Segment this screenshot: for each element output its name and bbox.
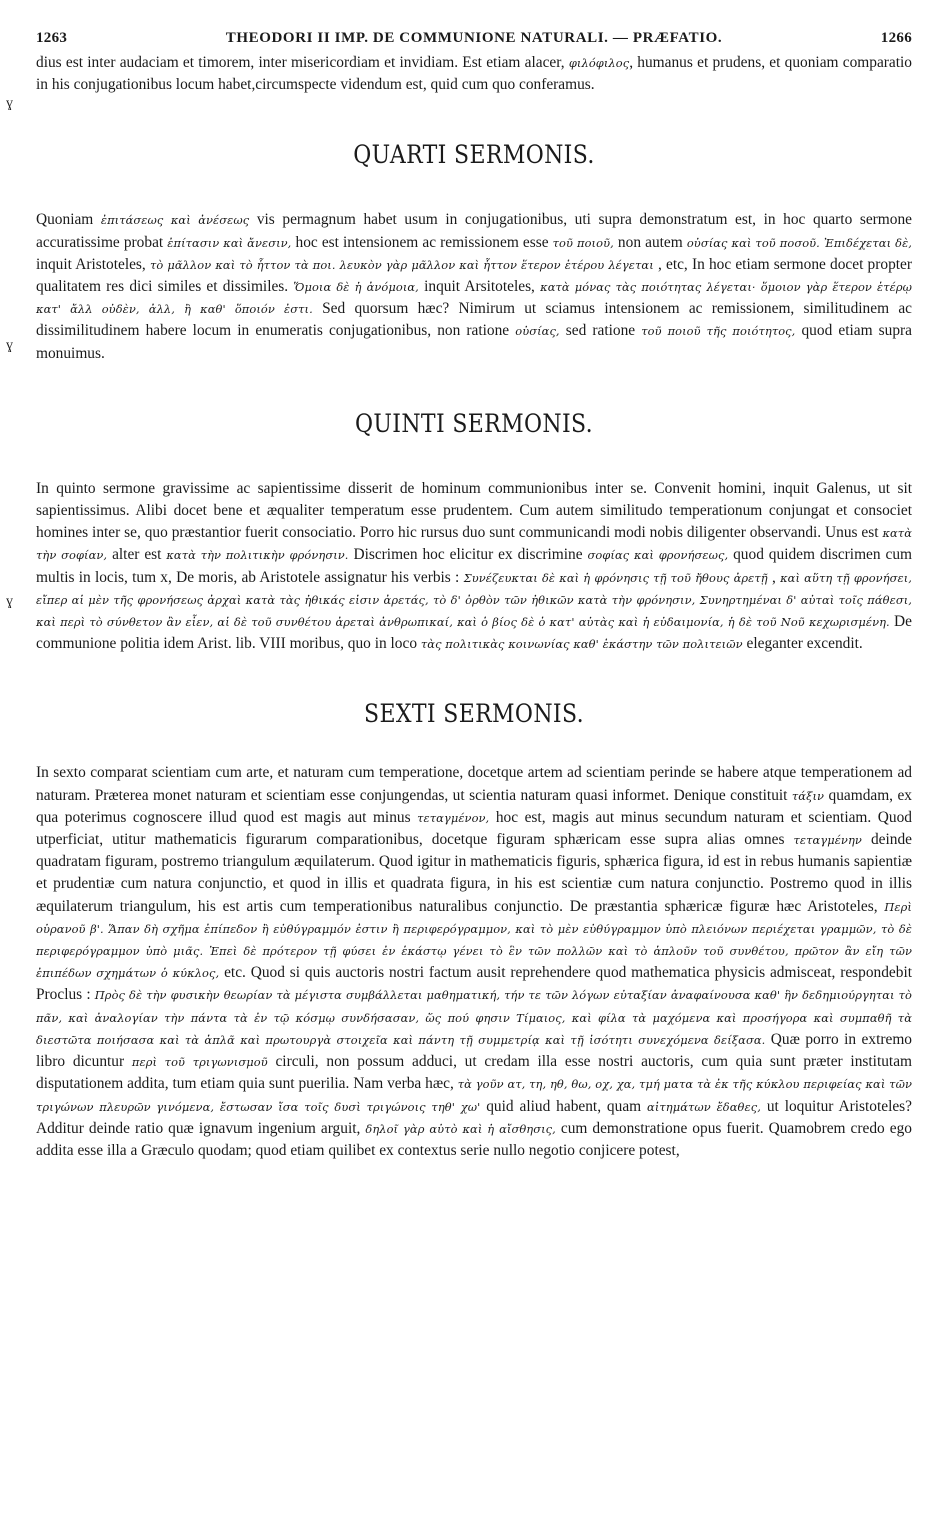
latin-text: deinde quadratam figuram, postremo triangulum æquilaterum. Quod igitur in mathematicis figuris, sphærica figura, id est in rebus humanis sapientiæ et prudentiæ cum natura conjunctio, et quod in illis et quadrata figura, in his est scientiæ cum natura conjunctio. Postremo quod in illis æquilaterum triangulum, his est artis cum temperationibus naturalibus conjunctio. De præstantia sphæricæ figuræ hæc Aristoteles, [36,831,912,915]
greek-text: σοφίας καὶ φρονήσεως, [587,548,729,563]
latin-text: In sexto comparat scientiam cum arte, et naturam cum temperatione, docetque artem ad scientiam perinde se habere atque temperationem ad naturam. Præterea monet naturam et scientiam esse conjungendas, ut scientia naturam quasi informet. Denique constituit [36,764,912,804]
greek-text: οὐσίας, [515,324,560,339]
column-number-right: 1266 [880,30,912,46]
page [36,30,912,1162]
greek-text: τὰς πολιτικὰς κοινωνίας καθ' ἑκάστην τῶν πολιτειῶν [420,637,743,652]
paragraph-sexti [36,762,912,1162]
greek-text: ἐπίτασιν καὶ ἄνεσιν, [167,235,292,250]
greek-text: τοῦ ποιοῦ τῆς ποιότητος, [641,324,796,339]
paragraph-quinti [36,478,912,656]
greek-text: οὐσίας καὶ τοῦ ποσοῦ. [686,235,820,250]
greek-text: τεταγμένην [793,833,862,848]
intro-paragraph [36,52,912,96]
greek-text: καὶ αὕτη τῇ φρονήσει, εἴπερ αἱ μὲν τῆς φρονήσεως ἀρχαὶ κατὰ τὰς ἠθικάς εἰσιν ἀρετάς, τὸ δ' ὀρθὸν τῶν ἠθικῶν κατὰ τὴν φρόνησιν, Συνηρτημέναι δ' αὐταὶ τοῖς πάθεσι, καὶ περὶ τὸ σύνθετον ἂν εἶεν, αἱ δὲ τοῦ συνθέτου ἀρεταὶ ἀνθρωπικαί, καὶ ὁ βίος δὲ ὁ κατ' αὐτὰς καὶ ἡ εὐδαιμονία, ἡ δὲ τοῦ Νοῦ κεχωρισμένη. [36,570,912,630]
running-title: THEODORI II IMP. DE COMMUNIONE NATURALI. — PRÆFATIO. [225,30,723,46]
latin-text: Sed quorsum hæc? Nimirum ut sciamus intensionem ac remissionem, similitudinem ac dissimilitudinem habere locum in enumeratis conjugationibus, non ratione [36,300,912,340]
greek-text: τὸ μᾶλλον καὶ τὸ ἧττον τὰ ποι. λευκὸν γὰρ μᾶλλον καὶ ἧττον ἕτερον ἑτέρου λέγεται [149,257,654,272]
latin-text: eleganter excendit. [742,635,863,653]
greek-text: Ὅμοια δὲ ἡ ἀνόμοια, [293,280,419,295]
margin-mark: ɣ [6,594,13,609]
latin-text: hoc est intensionem ac remissionem esse [291,233,553,251]
latin-text: In quinto sermone gravissime ac sapientissime disserit de hominum communionibus inter se. Convenit homini, inquit Galenus, ut sit sapientissimus. Alibi docet bene et æqualiter temperatum esse prudentem. Cum autem similitudo temperationum conjungat et consociet homines inter se, quo præstantior fuerit consociatio. Porro hic rursus duo sunt communicandi modi nobis diligenter observandi. Unus est [36,479,912,542]
greek-text: Ἅπαν δὴ σχῆμα ἐπίπεδον ἢ εὐθύγραμμόν ἐστιν ἢ περιφερόγραμμον, καὶ τὸ μὲν εὐθύγραμμον ὑπὸ πλειόνων περιέχεται γραμμῶν, τὸ δὲ περιφερόγραμμον ὑπὸ μιᾶς. Ἐπεὶ δὲ πρότερον τῇ φύσει ἐν ἑκάστῳ γένει τὸ ἓν τῶν πολλῶν καὶ τὸ ἁπλοῦν τοῦ συνθέτου, πρῶτον ἂν εἴη τῶν ἐπιπέδων σχημάτων ὁ κύκλος, [36,921,913,981]
greek-text: φιλόφιλος [568,56,630,70]
latin-text: quid aliud habent, quam [480,1097,648,1115]
greek-text: περὶ τοῦ τριγωνισμοῦ [131,1055,268,1070]
greek-text: ἐπιτάσεως καὶ ἀνέσεως [100,213,250,228]
margin-mark: ɣ [6,338,13,353]
greek-text: κατὰ τὴν πολιτικὴν φρόνησιν. [166,548,349,563]
greek-text: αἰτημάτων ἔδαθες, [647,1099,761,1114]
greek-text: τεταγμένον, [417,810,490,825]
greek-text: τοῦ ποιοῦ, [552,235,614,250]
section-heading-sexti: SEXTI SERMONIS. [364,699,584,729]
section-heading-quinti: QUINTI SERMONIS. [354,408,593,438]
latin-text: , [767,568,781,586]
margin-mark: ɣ [6,96,13,111]
greek-text: κατὰ μόνας τὰς ποιότητας λέγεται· ὅμοιον γὰρ ἕτερον ἑτέρῳ κατ' ἄλλ οὐδὲν, ἀλλ, ἢ καθ' ὅποιόν ἐστι. [36,280,913,317]
latin-text: , humanus et prudens, et quoniam comparatio in his conjugationibus locum habet,circumspecte videndum est, quid cum quo conferamus. [36,54,912,94]
latin-text: inquit Aristoteles, [36,255,150,273]
latin-text: quod etiam supra monuimus. [36,322,912,362]
latin-text: dius est inter audaciam et timorem, inter misericordiam et invidiam. Est etiam alacer, [36,54,569,71]
latin-text: etc. Quod si quis auctoris nostri factum ausit reprehendere quod mathematica physicis admisceat, respondebit Proclus : [36,964,912,1004]
latin-text: Quæ porro in extremo libro dicuntur [36,1030,912,1071]
latin-text: alter est [107,546,167,564]
section-heading-quarti: QUARTI SERMONIS. [353,140,595,170]
latin-text: , etc, In hoc etiam sermone docet propter qualitatem res dici similes et dissimiles. [36,255,912,296]
running-header [36,30,912,52]
greek-text: Ἐπιδέχεται δὲ, [824,235,912,250]
latin-text: quod quidem discrimen cum multis in locis, tum x, De moris, ab Aristotele assignatur his verbis : [36,546,912,586]
greek-text: κατὰ τὴν σοφίαν, [36,526,912,563]
latin-text: inquit Arsitoteles, [418,278,541,296]
greek-text: Πρὸς δὲ τὴν φυσικὴν θεωρίαν τὰ μέγιστα συμβάλλεται μαθηματική, τήν τε τῶν λόγων εὐταξίαν ἀναφαίνουσα καθ' ἣν δεδημιούργηται τὸ πᾶν, καὶ ἀναλογίαν τὴν πάντα τὰ ἐν τῷ κόσμῳ συνδήσασαν, ὥς πού φησιν Τίμαιος, καὶ φίλα τὰ μαχόμενα καὶ προσήγορα καὶ συμπαθῆ τὰ διεστῶτα ποιήσασα καὶ τὰ ἁπλᾶ καὶ πρωτουργὰ στοιχεῖα καὶ πάντη τῇ συμμετρίᾳ καὶ τῇ ἰσότητι συνεχόμενα δείξασα. [36,988,912,1047]
latin-text: De communione politia idem Arist. lib. VIII moribus, quo in loco [36,613,912,653]
greek-text: Συνέζευκται δὲ καὶ ἡ φρόνησις τῇ τοῦ ἤθους ἀρετῇ [463,570,768,585]
latin-text: non autem [613,233,687,251]
latin-text: hoc est, magis aut minus secundum naturam et scientiam. Quod utperficiat, utitur mathematicis figurarum comparationibus, docetque figuram sphæricam esse supra alias omnes [36,808,912,849]
greek-text: Περὶ οὐρανοῦ β'. [36,899,912,936]
latin-text: quamdam, ex qua poterimus cognoscere illud quod est magis aut minus [36,786,912,826]
latin-text: ut loquitur Aristoteles? Additur deinde ratio quæ ignavum ingenium arguit, [36,1097,912,1137]
latin-text: Quoniam [36,211,101,229]
greek-text: τάξιν [791,788,825,803]
column-number-left: 1263 [36,30,68,46]
latin-text: cum demonstratione opus fuerit. Quamobrem credo ego addita esse illa a Græculo quodam; quod etiam quilibet ex contextus serie nullo negotio conjicere potest, [36,1119,912,1159]
greek-text: δηλοῖ γὰρ αὐτὸ καὶ ἡ αἴσθησις, [365,1121,556,1136]
greek-text: τὰ γοῦν ατ, τη, ηθ, θω, οχ, χα, τμή ματα τὰ ἐκ τῆς κύκλου περιφείας καὶ τῶν τριγώνων πλευρῶν γινόμενα, ἔστωσαν ἴσα τοῖς δυσὶ τριγώνοις τηθ' χω' [36,1077,912,1114]
latin-text: Discrimen hoc elicitur ex discrimine [348,546,588,564]
latin-text: circuli, non possum adduci, ut credam illa esse nostri auctoris, cum quia sunt præter institutam disputationem addita, tum etiam quia sunt puerilia. Nam verba hæc, [36,1053,912,1093]
paragraph-quarti [36,209,912,364]
latin-text: vis permagnum habet usum in conjugationibus, uti supra demonstratum est, in hoc quarto sermone accuratissime probat [36,211,912,251]
latin-text: sed ratione [559,322,642,340]
